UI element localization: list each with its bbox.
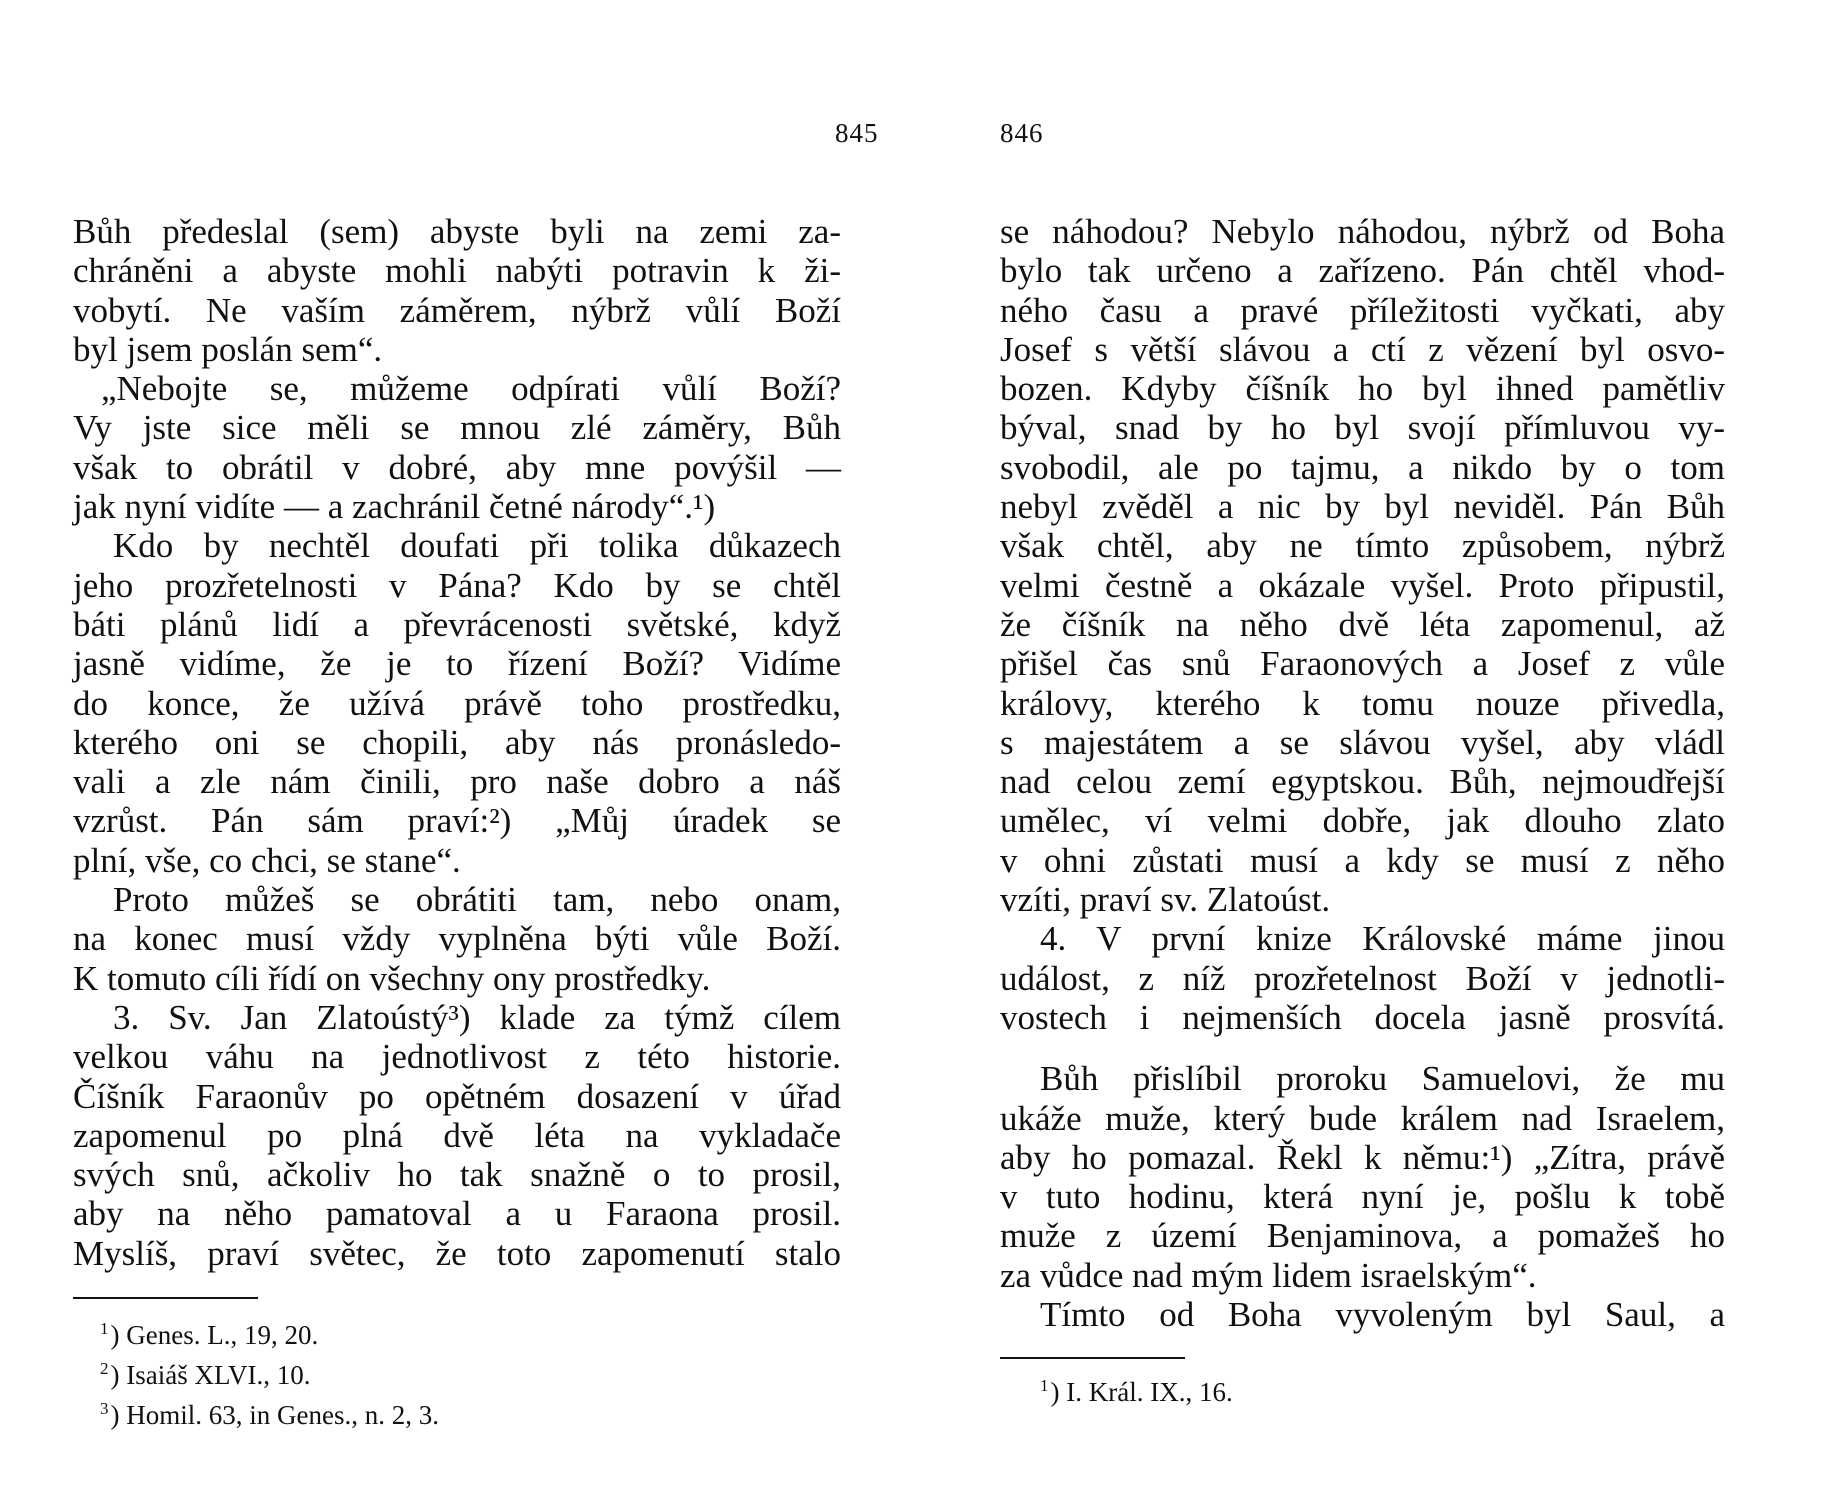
footnote-number: 1 bbox=[1040, 1376, 1049, 1395]
text-line: vali a zle nám činili, pro naše dobro a náš bbox=[73, 762, 841, 802]
page-number: 846 bbox=[1000, 118, 1044, 148]
footnote: $^3$) Homil. 63, in Genes., n. 2, 3. bbox=[100, 1399, 439, 1430]
footnote-number: 1 bbox=[100, 1319, 109, 1338]
text-line: jak nyní vidíte — a zachránil četné národy“.¹) bbox=[73, 487, 716, 527]
text-line: velmi čestně a okázale vyšel. Proto připustil, bbox=[1000, 565, 1725, 605]
text-line: býval, snad by ho byl svojí přímluvou vy- bbox=[1000, 408, 1725, 448]
footnote-text: Homil. 63, in Genes., n. 2, 3. bbox=[126, 1400, 439, 1430]
footnotes bbox=[1040, 1369, 1233, 1409]
text-line: s majestátem a se slávou vyšel, aby vládl bbox=[1000, 722, 1725, 762]
text-line: jasně vidíme, že je to řízení Boží? Vidíme bbox=[73, 644, 841, 684]
text-line: aby ho pomazal. Řekl k němu:¹) „Zítra, právě bbox=[1000, 1137, 1725, 1177]
text-line: nebyl zvěděl a nic by byl neviděl. Pán Bůh bbox=[1000, 487, 1725, 527]
text-line: nad celou zemí egyptskou. Bůh, nejmoudřejší bbox=[1000, 762, 1725, 802]
page-number: 845 bbox=[835, 118, 879, 148]
text-line: aby na něho pamatoval a u Faraona prosil. bbox=[73, 1194, 841, 1234]
text-line: však to obrátil v dobré, aby mne povýšil — bbox=[73, 447, 841, 487]
text-line: za vůdce nad mým lidem israelským“. bbox=[1000, 1255, 1537, 1295]
text-line: přišel čas snů Faraonových a Josef z vůle bbox=[1000, 644, 1725, 684]
text-line: umělec, ví velmi dobře, jak dlouho zlato bbox=[1000, 801, 1725, 841]
text-line: ukáže muže, který bude králem nad Israelem, bbox=[1000, 1098, 1725, 1138]
text-line: K tomuto cíli řídí on všechny ony prostředky. bbox=[73, 958, 711, 998]
text-line: kterého oni se chopili, aby nás pronásledo- bbox=[73, 722, 841, 762]
footnotes bbox=[100, 1312, 439, 1432]
text-line: Josef s větší slávou a ctí z vězení byl osvo- bbox=[1000, 329, 1725, 369]
footnote-text: Genes. L., 19, 20. bbox=[126, 1320, 319, 1350]
text-line: jeho prozřetelnosti v Pána? Kdo by se chtěl bbox=[73, 565, 841, 605]
text-line: vostech i nejmenších docela jasně prosvítá. bbox=[1000, 997, 1725, 1037]
footnote: $^2$) Isaiáš XLVI., 10. bbox=[100, 1359, 311, 1390]
text-line: 3. Sv. Jan Zlatoústý³) klade za týmž cílem bbox=[113, 997, 841, 1037]
text-line: 4. V první knize Královské máme jinou bbox=[1040, 919, 1725, 959]
text-line: muže z území Benjaminova, a pomažeš ho bbox=[1000, 1216, 1725, 1256]
text-line: Bůh přislíbil proroku Samuelovi, že mu bbox=[1040, 1059, 1725, 1099]
text-line: byl jsem poslán sem“. bbox=[73, 329, 383, 369]
text-line: vobytí. Ne vaším záměrem, nýbrž vůlí Boží bbox=[73, 290, 841, 330]
text-line: Kdo by nechtěl doufati při tolika důkazech bbox=[113, 526, 841, 566]
footnote-rule bbox=[1000, 1357, 1185, 1359]
footnote-text: I. Král. IX., 16. bbox=[1066, 1377, 1233, 1407]
text-line: velkou váhu na jednotlivost z této historie. bbox=[73, 1037, 841, 1077]
text-line: událost, z níž prozřetelnost Boží v jednotli- bbox=[1000, 958, 1725, 998]
text-line: na konec musí vždy vyplněna býti vůle Boží. bbox=[73, 919, 841, 959]
text-line: vzrůst. Pán sám praví:²) „Můj úradek se bbox=[73, 801, 841, 841]
paragraph-gap bbox=[1000, 1037, 1725, 1059]
text-line: Bůh předeslal (sem) abyste byli na zemi za- bbox=[73, 212, 841, 251]
text-line: zapomenul po plná dvě léta na vykladače bbox=[73, 1115, 841, 1155]
footnote: $^1$) I. Král. IX., 16. bbox=[1040, 1376, 1233, 1407]
text-line: „Nebojte se, můžeme odpírati vůlí Boží? bbox=[101, 369, 841, 409]
footnote-number: 3 bbox=[100, 1399, 109, 1418]
footnote: $^1$) Genes. L., 19, 20. bbox=[100, 1319, 319, 1350]
text-line: bylo tak určeno a zařízeno. Pán chtěl vhod- bbox=[1000, 251, 1725, 291]
text-line: svých snů, ačkoliv ho tak snažně o to prosil, bbox=[73, 1155, 841, 1195]
footnote-text: Isaiáš XLVI., 10. bbox=[126, 1360, 311, 1390]
text-line: vzíti, praví sv. Zlatoúst. bbox=[1000, 880, 1331, 920]
text-line: královy, kterého k tomu nouze přivedla, bbox=[1000, 683, 1725, 723]
text-line: bozen. Kdyby číšník ho byl ihned pamětliv bbox=[1000, 369, 1725, 409]
text-line: do konce, že užívá právě toho prostředku, bbox=[73, 683, 841, 723]
text-line: Proto můžeš se obrátiti tam, nebo onam, bbox=[113, 880, 841, 920]
text-line: Myslíš, praví světec, že toto zapomenutí stalo bbox=[73, 1233, 841, 1273]
text-line: svobodil, ale po tajmu, a nikdo by o tom bbox=[1000, 447, 1725, 487]
text-line: plní, vše, co chci, se stane“. bbox=[73, 840, 461, 880]
text-line: se náhodou? Nebylo náhodou, nýbrž od Boha bbox=[1000, 212, 1725, 251]
body-text bbox=[1000, 212, 1725, 1334]
footnote-number: 2 bbox=[100, 1359, 109, 1378]
text-line: Číšník Faraonův po opětném dosazení v úřad bbox=[73, 1076, 841, 1116]
text-line: chráněni a abyste mohli nabýti potravin k ži- bbox=[73, 251, 841, 291]
text-line: báti plánů lidí a převrácenosti světské, když bbox=[73, 604, 841, 644]
text-line: že číšník na něho dvě léta zapomenul, až bbox=[1000, 604, 1725, 644]
text-line: však chtěl, aby ne tímto způsobem, nýbrž bbox=[1000, 526, 1725, 566]
text-line: v ohni zůstati musí a kdy se musí z něho bbox=[1000, 840, 1725, 880]
text-line: v tuto hodinu, která nyní je, pošlu k tobě bbox=[1000, 1177, 1725, 1217]
text-line: Vy jste sice měli se mnou zlé záměry, Bůh bbox=[73, 408, 841, 448]
body-text bbox=[73, 212, 841, 1273]
text-line: ného času a pravé příležitosti vyčkati, aby bbox=[1000, 290, 1725, 330]
text-line: Tímto od Boha vyvoleným byl Saul, a bbox=[1040, 1295, 1725, 1335]
footnote-rule bbox=[73, 1297, 258, 1299]
